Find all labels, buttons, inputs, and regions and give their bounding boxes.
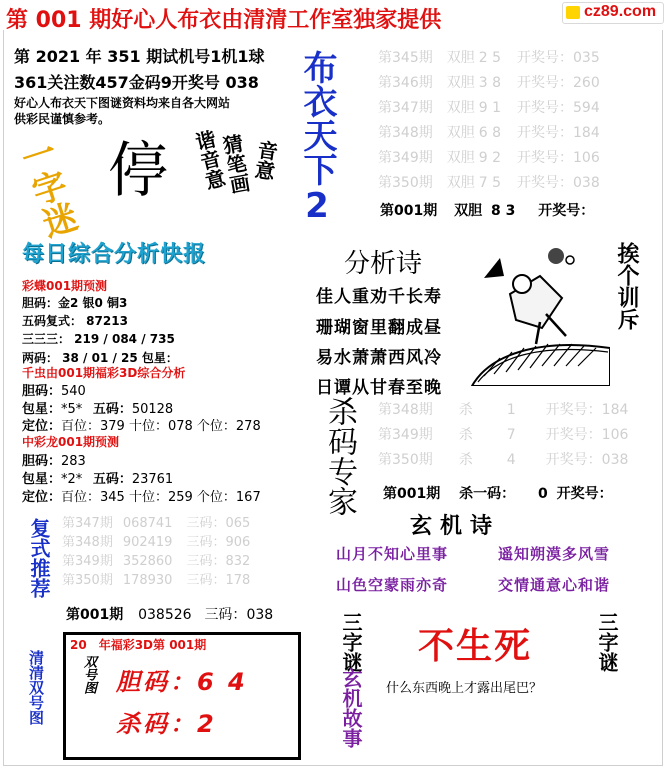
fushi-draw: 178 xyxy=(225,573,251,588)
riddle-hint xyxy=(190,127,288,230)
kill-row xyxy=(378,448,658,473)
kill-current-value: 0 xyxy=(537,486,548,502)
current-row xyxy=(380,200,594,220)
fushi-sanma: 三码： xyxy=(186,535,226,550)
record-label: 双胆 xyxy=(446,150,475,166)
kill-draw: 038 xyxy=(601,452,629,468)
record-pair: 7 5 xyxy=(478,175,501,191)
record-label: 双胆 xyxy=(446,175,475,191)
kill-row xyxy=(378,423,658,448)
qianchong-dingwei-value: 百位：379 十位：078 个位：278 xyxy=(61,419,261,434)
kill-period: 第350期 xyxy=(378,452,433,468)
poem-line-4: 日谭从甘春至晚 xyxy=(316,378,442,398)
fushi-current-value: 038526 xyxy=(138,607,192,623)
poem-line-1: 佳人重劝千长寿 xyxy=(316,287,442,307)
record-pair: 9 2 xyxy=(478,150,501,166)
kill-period: 第349期 xyxy=(378,427,433,443)
caidie-dan: 胆码：金2 银0 铜3 xyxy=(22,296,128,310)
riddle-label-text: 一字迷 xyxy=(11,133,81,243)
kill-draw: 106 xyxy=(601,427,629,443)
header-line-1: 第 2021 年 351 期试机号1机1球 xyxy=(14,47,265,66)
riddle-answer: 停 xyxy=(108,136,168,206)
riddle-hint-col-1: 谐音意 xyxy=(190,127,228,193)
zhongcai-heading: 中彩龙001期预测 xyxy=(22,435,120,449)
fushi-draw: 065 xyxy=(225,516,251,531)
mystic-poem-title: 玄机诗 xyxy=(410,514,501,539)
zhongcai-dingwei-value: 百位：345 十位：259 个位：167 xyxy=(61,490,261,505)
qianchong-baoxing-label: 包星： xyxy=(22,402,62,417)
fushi-current xyxy=(66,604,273,624)
record-row xyxy=(378,146,658,171)
fushi-draw: 832 xyxy=(225,554,251,569)
zhongcai-baoxing-value: *2* xyxy=(61,472,83,487)
record-period: 第346期 xyxy=(378,75,433,91)
kill-row xyxy=(378,398,658,423)
zhongcai-dan-value: 283 xyxy=(61,454,86,469)
record-draw-label: 开奖号： xyxy=(517,150,573,166)
header-line-2: 361关注数457金码9开奖号 038 xyxy=(14,73,259,92)
record-draw-label: 开奖号： xyxy=(517,100,573,116)
riddle-question: 什么东西晚上才露出尾巴？ xyxy=(386,681,543,696)
caidie-wuma: 五码复式： 87213 xyxy=(22,314,128,328)
kill-current-period: 第001期 xyxy=(383,486,441,502)
qianchong-wuma-label: 五码： xyxy=(92,402,132,417)
kill-draw-label: 开奖号： xyxy=(545,427,602,443)
zhongcai-wuma-label: 五码： xyxy=(92,472,132,487)
record-period: 第350期 xyxy=(378,175,433,191)
qianchong-dingwei xyxy=(22,415,261,434)
fushi-value: 352860 xyxy=(122,554,173,569)
record-pair: 9 1 xyxy=(478,100,501,116)
logo-text[interactable]: cz89.com xyxy=(584,3,657,20)
kill-label: 杀码专家 xyxy=(322,396,357,516)
fucai-side-label: 双号图 xyxy=(81,655,96,694)
record-pair: 6 8 xyxy=(478,125,501,141)
kill-current-label: 杀一码： xyxy=(459,486,516,502)
no-death-text: 不生死 xyxy=(418,626,533,667)
fushi-draw: 906 xyxy=(225,535,251,550)
record-pair: 2 5 xyxy=(478,50,501,66)
fushi-current-period: 第001期 xyxy=(66,607,124,623)
mystic-left-line-2: 山色空蒙雨亦奇 xyxy=(336,576,449,594)
record-row xyxy=(378,96,658,121)
cartoon-caption: 挨个训斥 xyxy=(614,242,639,330)
record-period: 第349期 xyxy=(378,150,433,166)
fushi-period: 第347期 xyxy=(62,516,113,531)
caidie-liangma: 两码： 38 / 01 / 25 包星： xyxy=(22,351,178,365)
fushi-row xyxy=(62,572,296,591)
qianchong-heading: 千虫由001期福彩3D综合分析 xyxy=(22,366,186,380)
record-draw: 184 xyxy=(573,125,600,141)
record-period: 第348期 xyxy=(378,125,433,141)
current-label: 双胆 xyxy=(454,203,483,219)
fushi-sanma: 三码： xyxy=(186,516,226,531)
fushi-period: 第349期 xyxy=(62,554,113,569)
zhongcai-dingwei-label: 定位： xyxy=(22,490,62,505)
fushi-period: 第350期 xyxy=(62,573,113,588)
kill-draw-label: 开奖号： xyxy=(545,452,602,468)
fushi-current-sanma: 三码： xyxy=(204,607,247,623)
record-draw-label: 开奖号： xyxy=(517,75,573,91)
fushi-row xyxy=(62,515,296,534)
kill-draw-label: 开奖号： xyxy=(545,402,602,418)
cartoon-illustration xyxy=(470,236,610,386)
zhongcai-wuma-value: 23761 xyxy=(131,472,174,487)
mystic-right-line-1: 遥知朔漠多风雪 xyxy=(498,545,611,563)
record-draw: 106 xyxy=(573,150,600,166)
record-draw-label: 开奖号： xyxy=(517,125,573,141)
zhongcai-dingwei xyxy=(22,486,261,505)
fushi-value: 902419 xyxy=(122,535,173,550)
qingqing-label: 清清双号图 xyxy=(27,650,45,725)
sanzi-right: 三字谜 xyxy=(595,612,619,672)
record-draw: 260 xyxy=(573,75,600,91)
record-draw: 035 xyxy=(573,50,600,66)
record-label: 双胆 xyxy=(446,50,475,66)
zhongcai-dan-label: 胆码： xyxy=(22,454,62,469)
record-draw: 594 xyxy=(573,100,600,116)
zhongcai-baoxing-label: 包星： xyxy=(22,472,62,487)
fucai-sha-code: 杀码：2 xyxy=(116,710,217,738)
fushi-grid xyxy=(62,515,296,591)
riddle-label-area xyxy=(11,128,81,243)
zhongcai-dan xyxy=(22,450,86,469)
record-row xyxy=(378,71,658,96)
record-row xyxy=(378,171,658,196)
riddle-hint-col-2: 猜笔画 xyxy=(217,132,253,196)
kill-draw: 184 xyxy=(601,402,629,418)
caidie-heading: 彩蝶001期预测 xyxy=(22,279,108,293)
brand-title: 布衣天下2 xyxy=(297,50,337,226)
fushi-row xyxy=(62,534,296,553)
record-draw-label: 开奖号： xyxy=(517,50,573,66)
poem-line-2: 珊瑚窗里翻成昼 xyxy=(316,318,442,338)
fushi-sanma: 三码： xyxy=(186,554,226,569)
fucai-title: 20 年福彩3D第 001期 xyxy=(70,638,207,652)
caidie-sansan: 三三三： 219 / 084 / 735 xyxy=(22,332,175,346)
fushi-current-draw: 038 xyxy=(246,607,274,623)
record-pair: 3 8 xyxy=(478,75,501,91)
poem-title: 分析诗 xyxy=(344,249,423,279)
record-period: 第345期 xyxy=(378,50,433,66)
fucai-dan-code: 胆码：6 4 xyxy=(116,668,248,696)
fushi-value: 068741 xyxy=(122,516,173,531)
kill-label-text: 杀 xyxy=(458,452,473,468)
kill-value: 7 xyxy=(506,427,516,443)
kill-label-text: 杀 xyxy=(458,402,473,418)
kill-label-text: 杀 xyxy=(458,427,473,443)
mystic-story-label: 玄机故事 xyxy=(339,668,363,748)
record-list xyxy=(378,46,658,196)
qianchong-dan-value: 540 xyxy=(61,384,86,399)
record-label: 双胆 xyxy=(446,100,475,116)
kill-current xyxy=(383,483,613,503)
current-pair: 8 3 xyxy=(490,203,516,219)
daily-banner: 每日综合分析快报 xyxy=(22,242,207,267)
record-draw: 038 xyxy=(573,175,600,191)
record-label: 双胆 xyxy=(446,125,475,141)
kill-period: 第348期 xyxy=(378,402,433,418)
qianchong-wuma-value: 50128 xyxy=(131,402,174,417)
current-draw-label: 开奖号： xyxy=(538,203,595,219)
qianchong-dingwei-label: 定位： xyxy=(22,419,62,434)
fushi-label: 复式推荐 xyxy=(27,518,51,598)
poem-line-3: 易水萧萧西风冷 xyxy=(316,348,442,368)
header-line-4: 供彩民谨慎参考。 xyxy=(14,112,111,126)
logo-square-icon xyxy=(566,6,580,19)
fushi-period: 第348期 xyxy=(62,535,113,550)
zhongcai-baoxing xyxy=(22,468,173,487)
mystic-right-line-2: 交情通意心和谐 xyxy=(498,576,611,594)
kill-value: 1 xyxy=(506,402,516,418)
kill-value: 4 xyxy=(506,452,516,468)
fushi-sanma: 三码： xyxy=(186,573,226,588)
page-title: 第 001 期好心人布衣由清清工作室独家提供 xyxy=(6,8,442,33)
current-period: 第001期 xyxy=(380,203,438,219)
mystic-left-line-1: 山月不知心里事 xyxy=(336,545,449,563)
header-line-3: 好心人布衣天下图谜资料均来自各大网站 xyxy=(14,96,231,110)
sanzi-left: 三字谜 xyxy=(339,612,363,672)
qianchong-baoxing-value: *5* xyxy=(61,402,83,417)
record-row xyxy=(378,121,658,146)
fushi-row xyxy=(62,553,296,572)
record-label: 双胆 xyxy=(446,75,475,91)
record-row xyxy=(378,46,658,71)
qianchong-dan xyxy=(22,380,86,399)
kill-current-draw-label: 开奖号： xyxy=(556,486,613,502)
cartoon-svg xyxy=(470,236,610,386)
record-draw-label: 开奖号： xyxy=(517,175,573,191)
fushi-value: 178930 xyxy=(122,573,173,588)
kill-grid xyxy=(378,398,658,473)
riddle-hint-col-3: 音意 xyxy=(250,138,280,182)
qianchong-dan-label: 胆码： xyxy=(22,384,62,399)
record-period: 第347期 xyxy=(378,100,433,116)
